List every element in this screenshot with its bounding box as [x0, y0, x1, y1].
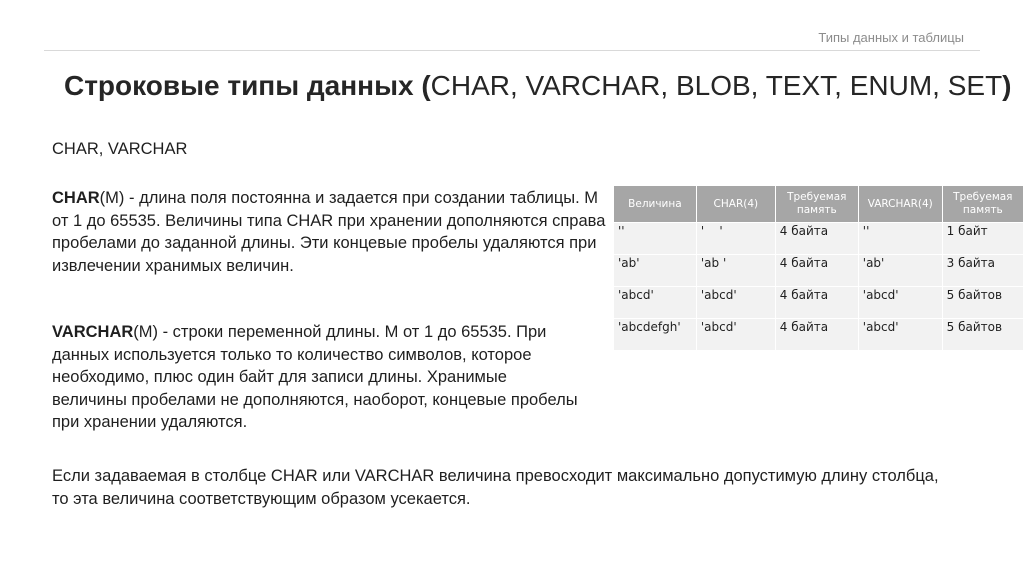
table-cell: 5 байтов: [942, 319, 1023, 351]
storage-comparison-table: [614, 186, 1024, 350]
table-cell: ' ': [696, 223, 775, 255]
table-cell: 'abcd': [696, 319, 775, 351]
table-cell: 4 байта: [775, 319, 858, 351]
column-header: Требуемая память: [775, 186, 858, 223]
table-cell: 1 байт: [942, 223, 1023, 255]
section-heading: CHAR, VARCHAR: [52, 140, 188, 158]
slide-title-suffix: ): [1002, 70, 1012, 101]
truncation-note: Если задаваемая в столбце CHAR или VARCHAR величина превосходит максимально допустимую длину столбца, то эта величина соответствующим образом усекается.: [52, 467, 939, 508]
header-divider: [44, 50, 980, 51]
varchar-description: [52, 321, 582, 434]
table-cell: 3 байта: [942, 255, 1023, 287]
table-cell: 'abcd': [614, 287, 696, 319]
varchar-term: VARCHAR: [52, 323, 134, 341]
char-text: (M) - длина поля постоянна и задается при создании таблицы. M от 1 до 65535. Величины типа CHAR при хранении дополняются справа пробелами до заданной длины. Эти концевые пробелы удаляются при извлечении хранимых величин.: [52, 189, 606, 275]
slide-title: [64, 70, 1012, 102]
table-row: [614, 287, 1024, 319]
column-header: Величина: [614, 186, 696, 223]
slide-title-types: CHAR, VARCHAR, BLOB, TEXT, ENUM, SET: [430, 70, 1003, 101]
table-row: [614, 319, 1024, 351]
table-cell: 4 байта: [775, 223, 858, 255]
varchar-text: (M) - строки переменной длины. M от 1 до 65535. При данных используется только то количество символов, которое необходимо, плюс один байт для записи длины. Хранимые величины пробелами не дополняются, наоборот, концевые пробелы при хранении удаляются.: [52, 323, 578, 431]
header-title: Типы данных и таблицы: [818, 30, 964, 45]
table-cell: 'ab': [614, 255, 696, 287]
table-header-row: [614, 186, 1024, 223]
table-row: [614, 223, 1024, 255]
column-header: VARCHAR(4): [858, 186, 942, 223]
column-header: Требуемая память: [942, 186, 1023, 223]
table-cell: 'abcdefgh': [614, 319, 696, 351]
column-header: CHAR(4): [696, 186, 775, 223]
table-cell: 'ab ': [696, 255, 775, 287]
table-cell: 'ab': [858, 255, 942, 287]
slide-title-prefix: Строковые типы данных (: [64, 70, 431, 101]
table-cell: 4 байта: [775, 287, 858, 319]
table-cell: 4 байта: [775, 255, 858, 287]
table-row: [614, 255, 1024, 287]
table-cell: '': [858, 223, 942, 255]
table-cell: '': [614, 223, 696, 255]
char-term: CHAR: [52, 189, 100, 207]
table-cell: 'abcd': [696, 287, 775, 319]
table-cell: 'abcd': [858, 319, 942, 351]
char-description: [52, 187, 612, 277]
table-cell: 'abcd': [858, 287, 942, 319]
table-cell: 5 байтов: [942, 287, 1023, 319]
